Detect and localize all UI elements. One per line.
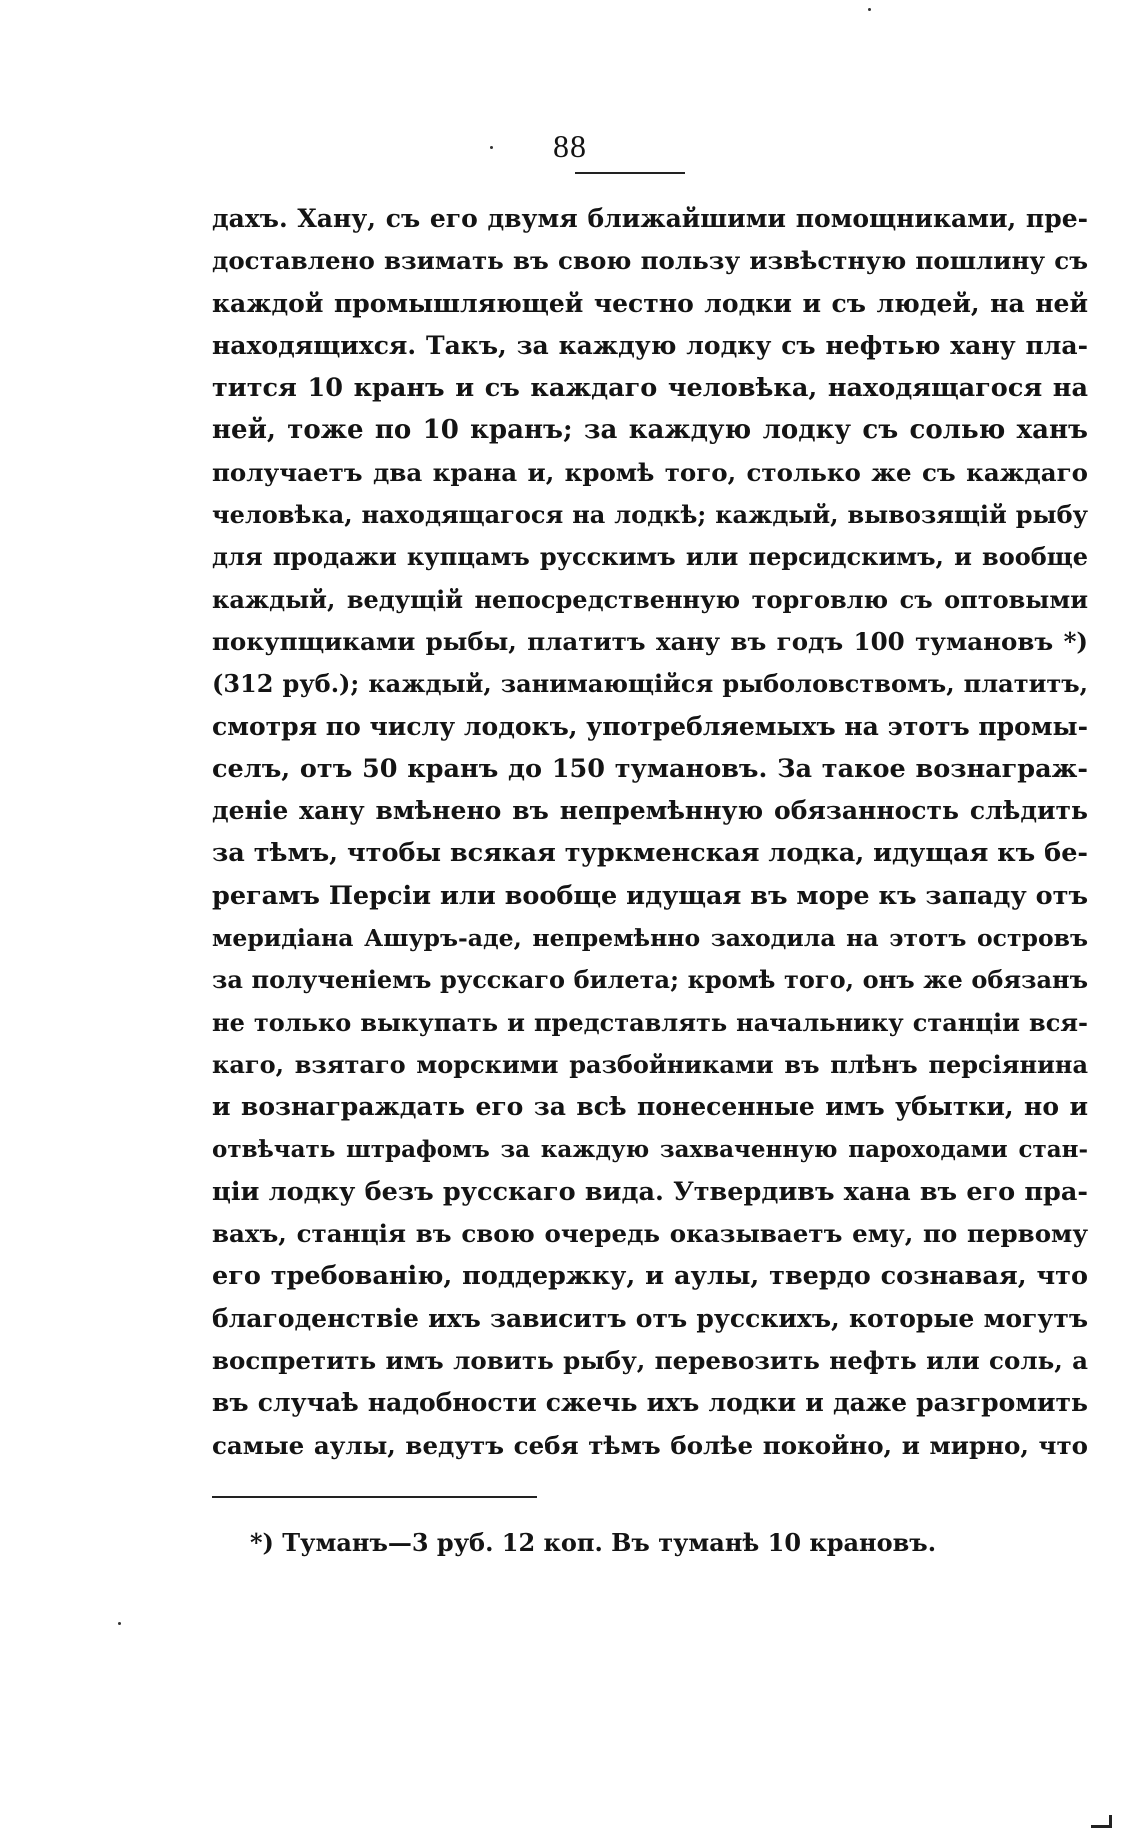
text-line: каждый, ведущій непосредственную торговлю съ оптовыми	[212, 584, 1088, 614]
text-line: за полученіемъ русскаго билета; кромѣ того, онъ же обязанъ	[212, 965, 1088, 995]
text-line: его требованію, поддержку, и аулы, твердо сознавая, что	[212, 1261, 1088, 1292]
page-number-rule	[575, 172, 685, 174]
text-line: смотря по числу лодокъ, употребляемыхъ на этотъ промы-	[212, 711, 1088, 741]
text-line: покупщиками рыбы, платитъ хану въ годъ 100 тумановъ *)	[212, 626, 1088, 656]
text-line: деніе хану вмѣнено въ непремѣнную обязанность слѣдить	[212, 796, 1088, 826]
text-line: каго, взятаго морскими разбойниками въ плѣнъ персіянина	[212, 1049, 1088, 1079]
text-line: самые аулы, ведутъ себя тѣмъ болѣе покойно, и мирно, что	[212, 1430, 1088, 1460]
text-line: регамъ Персіи или вообще идущая въ море къ западу отъ	[212, 880, 1088, 911]
text-line: вахъ, станція въ свою очередь оказываетъ ему, по первому	[212, 1219, 1088, 1249]
footnote: *) Туманъ—3 руб. 12 коп. Въ туманѣ 10 крановъ.	[250, 1528, 937, 1557]
text-line: доставлено взимать въ свою пользу извѣстную пошлину съ	[212, 246, 1088, 276]
corner-mark	[1091, 1815, 1112, 1828]
text-line: человѣка, находящагося на лодкѣ; каждый, вывозящій рыбу	[212, 500, 1088, 530]
scan-speck	[118, 1622, 121, 1625]
text-line: дахъ. Хану, съ его двумя ближайшими помощниками, пре-	[212, 204, 1088, 233]
text-line: и вознаграждать его за всѣ понесенные имъ убытки, но и	[212, 1092, 1088, 1122]
text-line: не только выкупать и представлять начальнику станціи вся-	[212, 1007, 1088, 1037]
text-line: (312 руб.); каждый, занимающійся рыболовствомъ, платитъ,	[212, 669, 1088, 699]
body-text	[212, 198, 1088, 1467]
scan-speck	[490, 146, 493, 149]
text-line: получаетъ два крана и, кромѣ того, столько же съ каждаго	[212, 457, 1088, 487]
text-line: ціи лодку безъ русскаго вида. Утвердивъ хана въ его пра-	[212, 1176, 1088, 1207]
text-line: для продажи купцамъ русскимъ или персидскимъ, и вообще	[212, 542, 1088, 572]
text-line: благоденствіе ихъ зависитъ отъ русскихъ, которые могутъ	[212, 1303, 1088, 1333]
text-line: воспретить имъ ловить рыбу, перевозить нефть или соль, а	[212, 1346, 1088, 1376]
footnote-rule	[212, 1496, 537, 1498]
text-line: меридіана Ашуръ-аде, непремѣнно заходила на этотъ островъ	[212, 924, 1088, 953]
text-line: ней, тоже по 10 кранъ; за каждую лодку съ солью ханъ	[212, 415, 1088, 446]
text-line: находящихся. Такъ, за каждую лодку съ нефтью хану пла-	[212, 330, 1088, 360]
text-line: селъ, отъ 50 кранъ до 150 тумановъ. За такое вознаграж-	[212, 753, 1088, 784]
page-number: 88	[553, 128, 587, 164]
text-line: каждой промышляющей честно лодки и съ людей, на ней	[212, 288, 1088, 318]
scan-speck	[868, 8, 871, 11]
text-line: тится 10 кранъ и съ каждаго человѣка, находящагося на	[212, 373, 1088, 404]
text-line: отвѣчать штрафомъ за каждую захваченную пароходами стан-	[212, 1135, 1088, 1163]
text-line: въ случаѣ надобности сжечь ихъ лодки и даже разгромить	[212, 1388, 1088, 1418]
text-line: за тѣмъ, чтобы всякая туркменская лодка, идущая къ бе-	[212, 838, 1088, 869]
